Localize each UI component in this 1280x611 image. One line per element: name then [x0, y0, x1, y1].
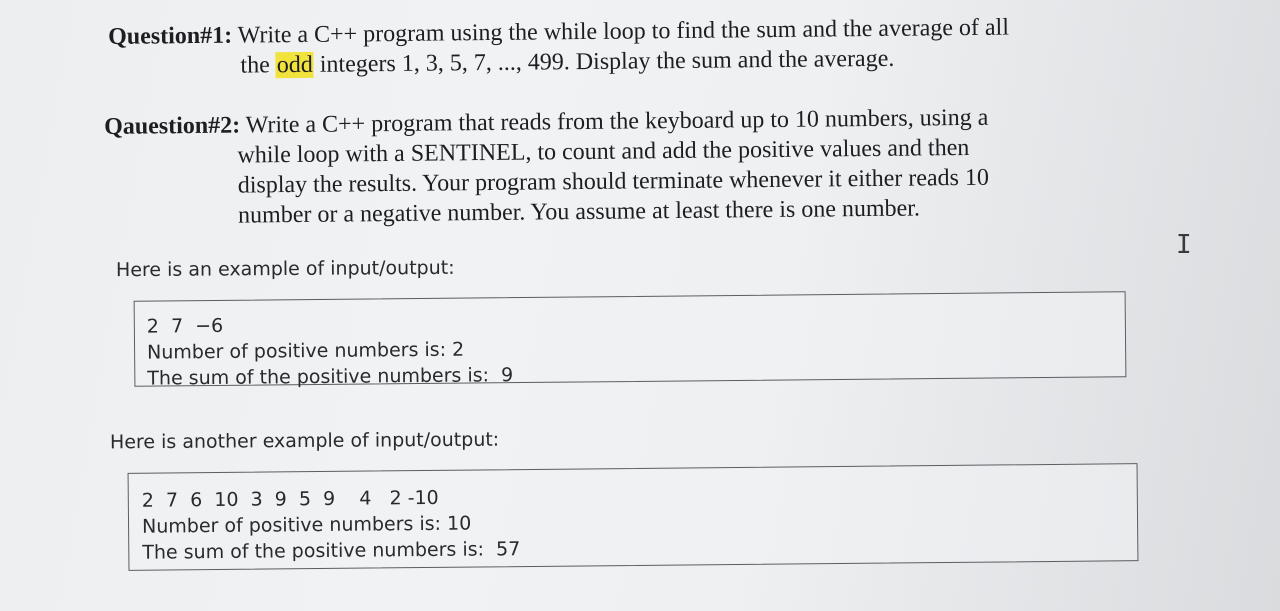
example-2-io-box	[128, 463, 1139, 571]
highlighted-word: odd	[276, 51, 313, 79]
question-1-label: Question#1:	[108, 22, 233, 50]
example-1-label: Here is an example of input/output:	[115, 256, 455, 282]
question-2-label: Qauestion#2:	[104, 112, 241, 140]
question-1-line-2-suffix: integers 1, 3, 5, 7, ..., 499. Display the sum and the average.	[313, 45, 895, 78]
question-2-line-4: number or a negative number. You assume at least there is one number.	[237, 195, 921, 229]
example-1-io-box	[134, 291, 1127, 390]
example-1-input-line: 2 7 −6	[146, 314, 224, 338]
example-2-count-line: Number of positive numbers is: 10	[141, 512, 472, 538]
example-2-sum-line: The sum of the positive numbers is: 57	[142, 538, 521, 564]
example-2-input-line: 2 7 6 10 3 9 5 9 4 2 -10	[141, 486, 439, 512]
question-2	[104, 102, 1105, 232]
question-2-text: Write a C++ program that reads from the keyboard up to 10 numbers, using a	[240, 104, 989, 139]
question-1-line-2-prefix: the	[240, 52, 276, 79]
question-1	[108, 12, 1109, 82]
example-1-sum-line: The sum of the positive numbers is: 9	[147, 364, 514, 390]
example-1-count-line: Number of positive numbers is: 2	[147, 338, 465, 364]
example-2-label: Here is another example of input/output:	[109, 428, 500, 454]
question-1-text: Write a C++ program using the while loop to find the sum and the average of all	[232, 14, 1010, 49]
text-cursor-icon: I	[1176, 230, 1192, 260]
question-2-line-3: display the results. Your program should terminate whenever it either reads 10	[237, 164, 990, 199]
question-2-line-2: while loop with a SENTINEL, to count and add the positive values and then	[237, 134, 970, 169]
